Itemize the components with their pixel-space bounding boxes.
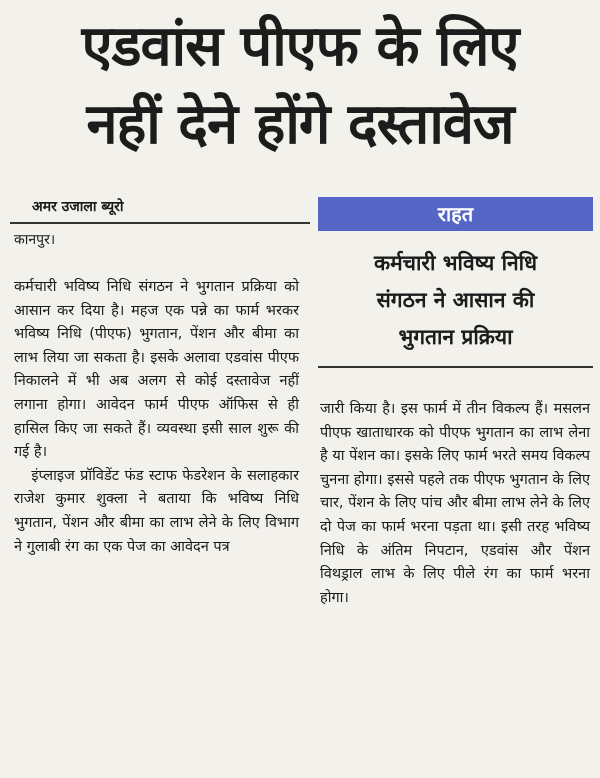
sidebar-label: राहत	[318, 197, 593, 231]
article-column-left	[14, 276, 299, 559]
headline	[0, 8, 600, 164]
article-paragraph: इंप्लाइज प्रॉविडेंट फंड स्टाफ फेडरेशन के सलाहकार राजेश कुमार शुक्ला ने बताया कि भविष्य निधि भुगतान, पेंशन और बीमा का लाभ लेने के लिए विभाग ने गुलाबी रंग का एक पेज का आवेदन पत्र	[14, 467, 299, 555]
headline-line-2: नहीं देने होंगे दस्तावेज	[86, 92, 514, 157]
article-paragraph: कर्मचारी भविष्य निधि संगठन ने भुगतान प्रक्रिया को आसान कर दिया है। महज एक पन्ने का फार्म भरकर भविष्य निधि (पीएफ) भुगतान, पेंशन और बीमा का लाभ लिया जा सकता है। इसके अलावा एडवांस पीएफ निकालने में भी अब अलग से कोई दस्तावेज नहीं लगाना होगा। आवेदन फार्म पीएफ ऑफिस से ही हासिल किए जा सकते हैं। व्यवस्था इसी साल शुरू की गई है।	[14, 279, 299, 461]
sidebar-subheadline	[318, 245, 593, 356]
subhead-line-1: कर्मचारी भविष्य निधि	[373, 251, 538, 275]
sidebar-box	[318, 197, 593, 368]
sidebar-divider	[318, 366, 593, 368]
dateline: कानपुर।	[14, 232, 56, 248]
article-paragraph: जारी किया है। इस फार्म में तीन विकल्प हैं। मसलन पीएफ खाताधारक को पीएफ भुगतान का लाभ लेना है या पेंशन का। इसके लिए फार्म भरते समय विकल्प चुनना होगा। इससे पहले तक पीएफ भुगतान के लिए चार, पेंशन के लिए पांच और बीमा लाभ लेने के लिए दो पेज का फार्म भरना पड़ता था। इसी तरह भविष्य निधि के अंतिम निपटान, एडवांस और पेंशन विथड्राल लाभ के लिए पीले रंग का फार्म भरना होगा।	[320, 401, 590, 606]
byline-block	[10, 196, 310, 249]
subhead-line-3: भुगतान प्रक्रिया	[398, 325, 513, 349]
headline-line-1: एडवांस पीएफ के लिए	[81, 14, 519, 79]
byline: अमर उजाला ब्यूरो	[32, 199, 124, 215]
subhead-line-2: संगठन ने आसान की	[376, 288, 535, 312]
article-column-right	[320, 398, 590, 610]
byline-divider	[10, 222, 310, 224]
